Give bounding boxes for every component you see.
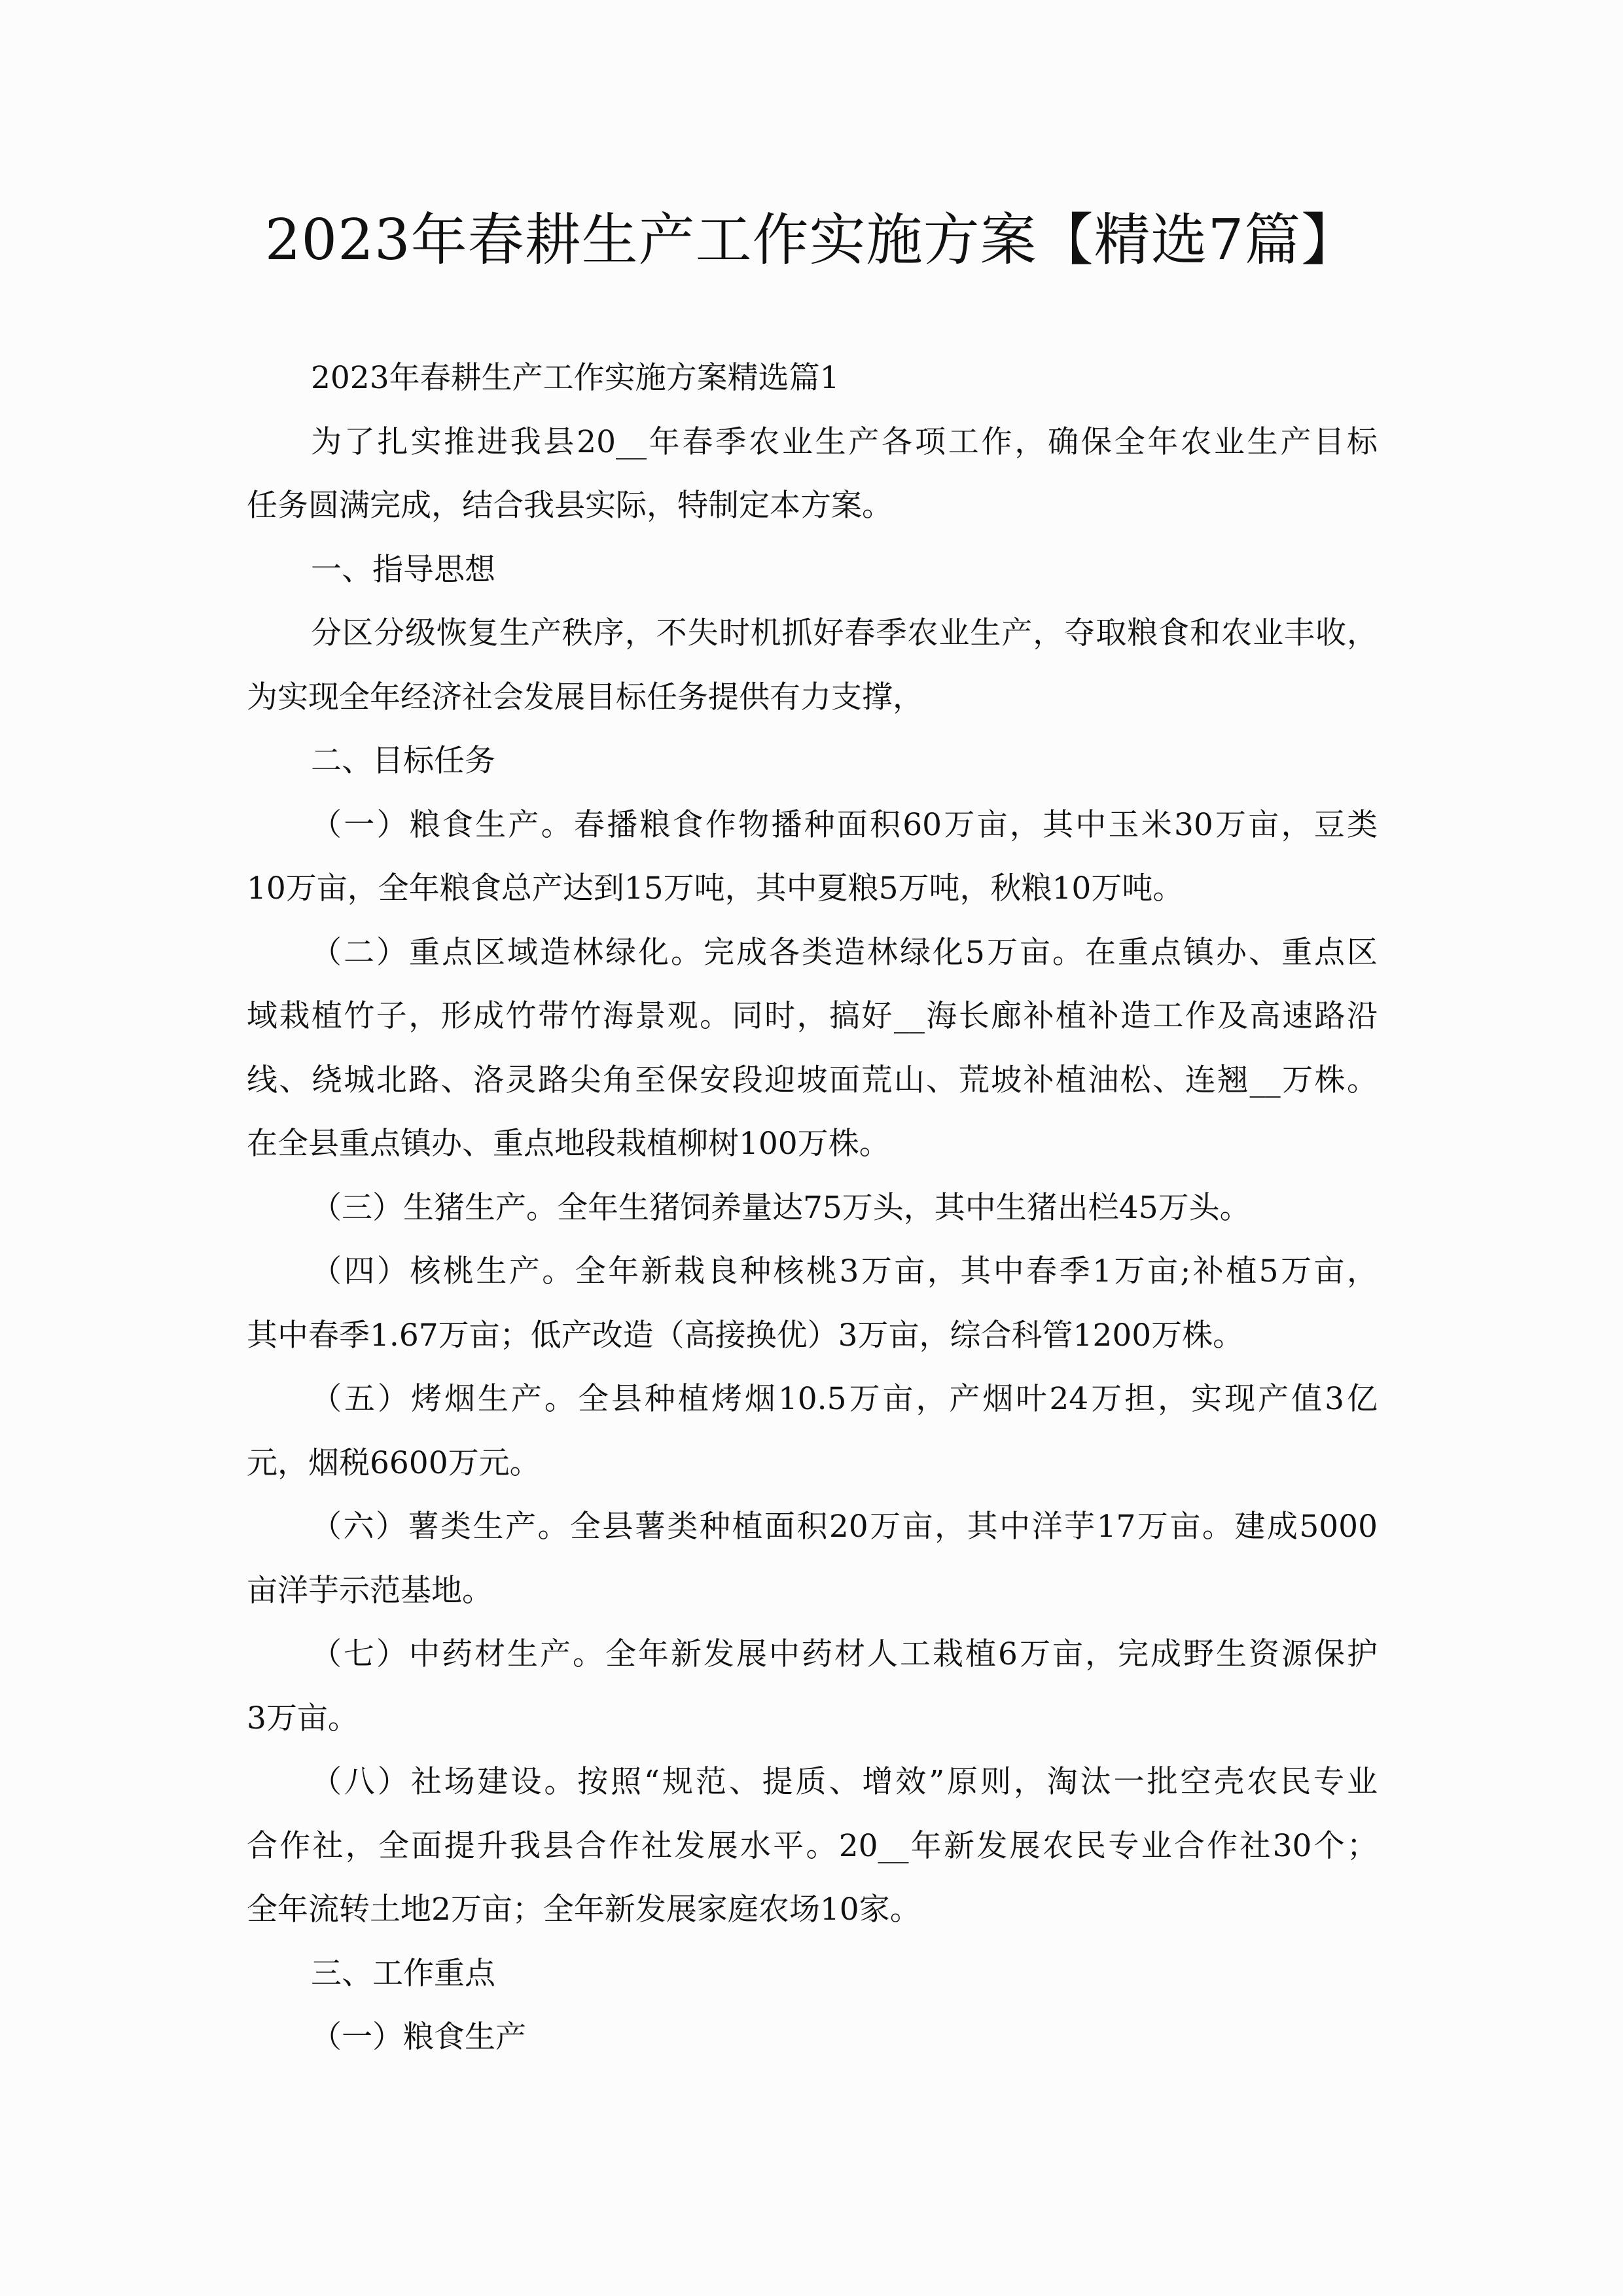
body-line: 全年流转土地2万亩；全年新发展家庭农场10家。 bbox=[247, 1892, 921, 1928]
body-line: 在全县重点镇办、重点地段栽植柳树100万株。 bbox=[247, 1126, 890, 1162]
body-line: （五）烤烟生产。全县种植烤烟10.5万亩，产烟叶24万担，实现产值3亿 bbox=[311, 1381, 1378, 1417]
body-line: （八）社场建设。按照“规范、提质、增效”原则，淘汰一批空壳农民专业 bbox=[311, 1764, 1378, 1800]
section-subtitle: 2023年春耕生产工作实施方案精选篇1 bbox=[311, 360, 840, 396]
document-title: 2023年春耕生产工作实施方案【精选7篇】 bbox=[264, 207, 1359, 273]
body-line: （三）生猪生产。全年生猪饲养量达75万头，其中生猪出栏45万头。 bbox=[311, 1189, 1251, 1226]
section-heading: 一、指导思想 bbox=[311, 551, 495, 588]
body-line: （一）粮食生产。春播粮食作物播种面积60万亩，其中玉米30万亩，豆类 bbox=[311, 806, 1378, 843]
body-line: 域栽植竹子，形成竹带竹海景观。同时，搞好__海长廊补植补造工作及高速路沿 bbox=[247, 998, 1378, 1034]
body-line: （六）薯类生产。全县薯类种植面积20万亩，其中洋芋17万亩。建成5000 bbox=[311, 1509, 1378, 1545]
body-line: 线、绕城北路、洛灵路尖角至保安段迎坡面荒山、荒坡补植油松、连翘__万株。 bbox=[247, 1062, 1378, 1098]
section-heading: 三、工作重点 bbox=[311, 1955, 495, 1992]
body-line: 亩洋芋示范基地。 bbox=[247, 1572, 493, 1609]
body-line: 元，烟税6600万元。 bbox=[247, 1444, 541, 1481]
body-line: 3万亩。 bbox=[247, 1700, 359, 1736]
body-line: （四）核桃生产。全年新栽良种核桃3万亩，其中春季1万亩;补植5万亩， bbox=[311, 1253, 1378, 1289]
section-heading: 二、目标任务 bbox=[311, 743, 495, 779]
body-line: 其中春季1.67万亩；低产改造（高接换优）3万亩，综合科管1200万株。 bbox=[247, 1317, 1244, 1354]
body-line: （二）重点区域造林绿化。完成各类造林绿化5万亩。在重点镇办、重点区 bbox=[311, 934, 1378, 971]
body-line: 合作社，全面提升我县合作社发展水平。20__年新发展农民专业合作社30个； bbox=[247, 1827, 1378, 1864]
body-line: 为了扎实推进我县20__年春季农业生产各项工作，确保全年农业生产目标 bbox=[311, 423, 1378, 460]
body-line: 任务圆满完成，结合我县实际，特制定本方案。 bbox=[247, 488, 893, 524]
body-line: 分区分级恢复生产秩序，不失时机抓好春季农业生产，夺取粮食和农业丰收， bbox=[311, 615, 1378, 651]
body-line: 10万亩，全年粮食总产达到15万吨，其中夏粮5万吨，秋粮10万吨。 bbox=[247, 870, 1184, 906]
body-line: （七）中药材生产。全年新发展中药材人工栽植6万亩，完成野生资源保护 bbox=[311, 1636, 1378, 1672]
body-line: 为实现全年经济社会发展目标任务提供有力支撑， bbox=[247, 679, 923, 715]
subsection-heading: （一）粮食生产 bbox=[311, 2019, 526, 2055]
